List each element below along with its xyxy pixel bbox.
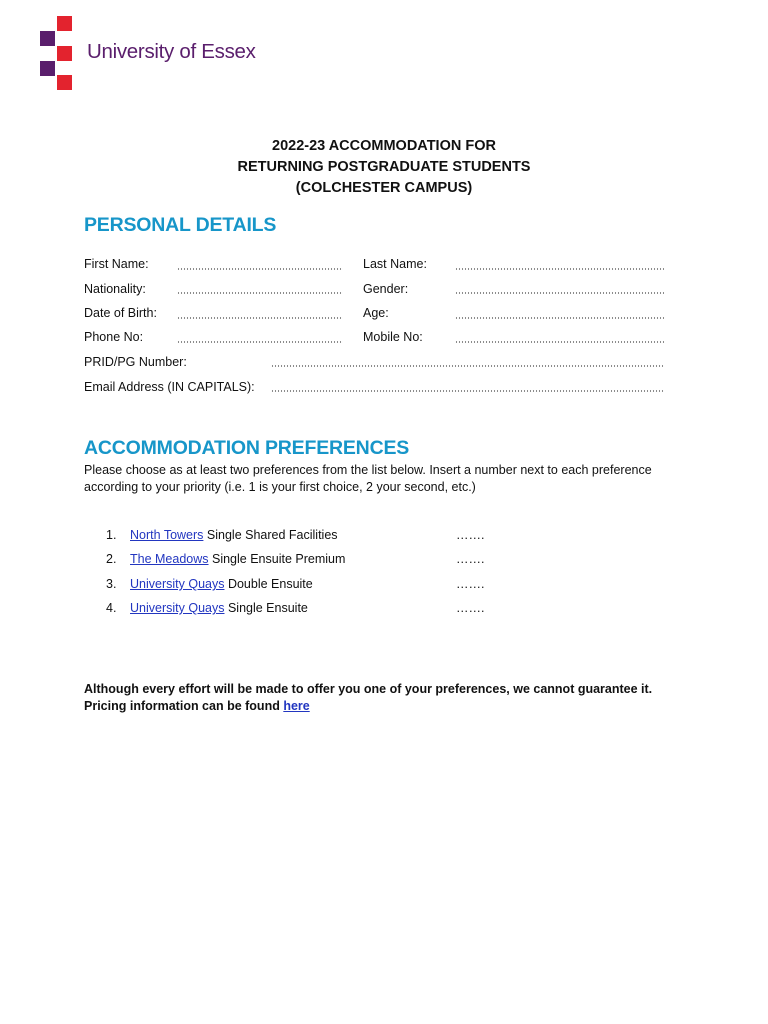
prid-label: PRID/PG Number: [84,355,187,369]
age-field[interactable] [455,317,664,319]
pricing-text: Pricing information can be found [84,699,284,713]
phone-field[interactable] [177,341,343,343]
preference-blank[interactable]: ……. [456,601,485,615]
pricing-link[interactable]: here [283,699,310,713]
email-field[interactable] [271,390,664,392]
preference-blank[interactable]: ……. [456,528,485,542]
last-name-label: Last Name: [363,257,427,271]
university-quays-link[interactable]: University Quays [130,601,225,615]
mobile-field[interactable] [455,341,664,343]
logo-square [40,31,55,46]
preference-item [106,577,313,591]
dob-field[interactable] [177,317,343,319]
title-line-3: (COLCHESTER CAMPUS) [295,180,473,196]
availability-note [84,681,724,715]
accommodation-heading: ACCOMMODATION PREFERENCES [84,437,410,459]
preference-text: Double Ensuite [224,577,313,591]
gender-label: Gender: [363,282,409,296]
preference-item [106,552,345,566]
preference-text: Single Ensuite Premium [208,552,346,566]
first-name-field[interactable] [177,268,343,270]
north-towers-link[interactable]: North Towers [130,528,204,542]
preference-number: 4. [106,601,117,615]
preference-number: 1. [106,528,117,542]
logo-square [40,61,55,76]
nationality-field[interactable] [177,292,343,294]
note-line-2 [84,698,724,715]
accommodation-intro: Please choose as at least two preferences from the list below. Insert a number next to each preference according to your priority (i.e. 1 is your first choice, 2 your second, etc.) [84,463,652,494]
university-quays-link[interactable]: University Quays [130,577,225,591]
nationality-label: Nationality: [84,282,146,296]
email-label: Email Address (IN CAPITALS): [84,380,255,394]
preference-text: Single Shared Facilities [203,528,338,542]
last-name-field[interactable] [455,268,664,270]
first-name-label: First Name: [84,257,149,271]
dob-label: Date of Birth: [84,306,157,320]
mobile-label: Mobile No: [363,330,423,344]
the-meadows-link[interactable]: The Meadows [130,552,209,566]
age-label: Age: [363,306,389,320]
prid-field[interactable] [271,365,664,367]
logo-square [57,46,72,61]
preference-item [106,528,338,542]
personal-details-heading: PERSONAL DETAILS [84,214,277,236]
preference-number: 3. [106,577,117,591]
logo-square [57,75,72,90]
preference-text: Single Ensuite [224,601,308,615]
logo-square [57,16,72,31]
title-line-1: 2022-23 ACCOMMODATION FOR [272,138,496,154]
document-title [0,136,768,199]
preference-item [106,601,308,615]
note-line-1: Although every effort will be made to offer you one of your preferences, we cannot guarantee it. [84,682,653,696]
title-line-2: RETURNING POSTGRADUATE STUDENTS [237,159,531,175]
logo-text: University of Essex [87,40,256,63]
preference-blank[interactable]: ……. [456,577,485,591]
gender-field[interactable] [455,292,664,294]
preference-number: 2. [106,552,117,566]
phone-label: Phone No: [84,330,144,344]
preference-blank[interactable]: ……. [456,552,485,566]
